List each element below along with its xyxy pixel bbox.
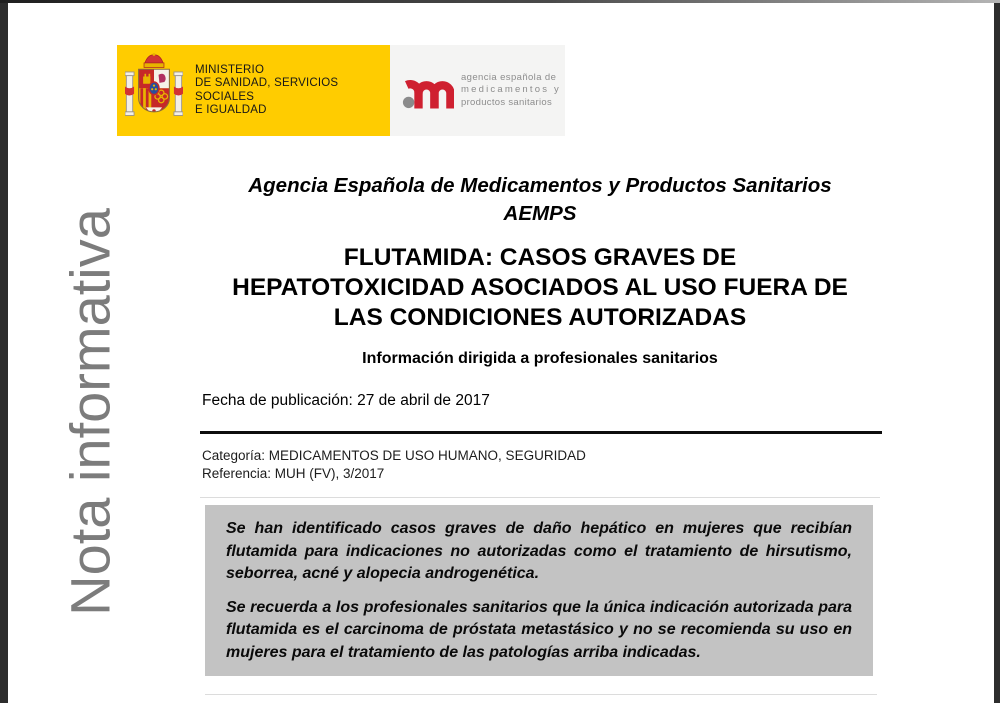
separator-line-bottom <box>205 694 877 695</box>
window-frame-top <box>0 0 1000 3</box>
aemps-logo-text-line2: medicamentos y <box>461 84 561 96</box>
aemps-m-logo-icon <box>402 72 454 110</box>
main-title-line3: LAS CONDICIONES AUTORIZADAS <box>333 304 747 331</box>
separator-line-top <box>200 497 880 498</box>
highlight-summary-box <box>205 505 873 676</box>
aemps-logo-text <box>461 72 561 110</box>
aemps-logo-banner <box>390 45 565 136</box>
highlight-paragraph-2: Se recuerda a los profesionales sanitarios que la única indicación autorizada para flutamida es el carcinoma de próstata metastásico y no se recomienda su uso en mujeres para el tratamiento de las patologías arriba indicadas. <box>226 598 852 661</box>
aemps-logo-text-line3: productos sanitarios <box>461 96 553 108</box>
agency-title-line: Agencia Española de Medicamentos y Productos Sanitarios <box>248 174 832 197</box>
nota-informativa-vertical-label: Nota informativa <box>58 208 122 616</box>
agency-title <box>200 172 880 228</box>
ministry-name-line1: MINISTERIO <box>195 63 265 76</box>
main-title-line2: HEPATOTOXICIDAD ASOCIADOS AL USO FUERA DE <box>232 274 848 301</box>
window-frame-left <box>0 0 8 703</box>
horizontal-rule <box>200 431 882 434</box>
ministry-name-line2: DE SANIDAD, SERVICIOS SOCIALES <box>195 77 339 103</box>
category-line: Categoría: MEDICAMENTOS DE USO HUMANO, SEGURIDAD <box>202 448 586 463</box>
window-frame-right <box>994 0 1000 703</box>
publication-date: Fecha de publicación: 27 de abril de 2017 <box>202 392 490 409</box>
document-subtitle: Información dirigida a profesionales sanitarios <box>362 350 718 367</box>
document-meta <box>202 447 882 482</box>
ministry-header-banner <box>117 45 390 136</box>
highlight-paragraph-1: Se han identificado casos graves de daño hepático en mujeres que recibían flutamida para indicaciones no autorizadas como el tratamiento de hirsutismo, seborrea, acné y alopecia androgenética. <box>226 520 852 582</box>
document-main-title <box>200 243 880 333</box>
aemps-logo-text-line1: agencia española de <box>461 71 557 83</box>
reference-line: Referencia: MUH (FV), 3/2017 <box>202 465 385 481</box>
ministry-name-line3: E IGUALDAD <box>195 104 267 116</box>
ministry-name <box>195 64 390 118</box>
main-title-line1: FLUTAMIDA: CASOS GRAVES DE <box>343 244 737 271</box>
agency-acronym: AEMPS <box>503 202 577 225</box>
spain-coat-of-arms-icon <box>125 51 183 131</box>
